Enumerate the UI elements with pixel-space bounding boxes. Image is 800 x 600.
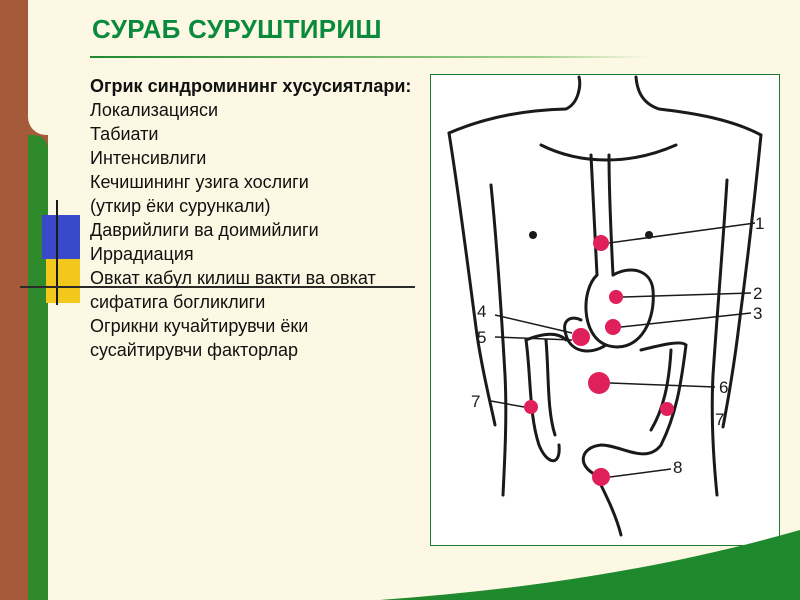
- list-item: (уткир ёки сурункали): [90, 196, 271, 216]
- label-2: 2: [753, 284, 763, 303]
- list-item: Табиати: [90, 124, 159, 144]
- ascending-colon-inner: [546, 340, 555, 435]
- left-green-bar: [28, 135, 48, 600]
- label-4: 4: [477, 302, 487, 321]
- left-torso-outline: [491, 185, 506, 495]
- content-heading: Огрик синдромининг хусусиятлари:: [90, 76, 412, 96]
- list-item: Овкат кабул килиш вакти ва овкат: [90, 268, 376, 288]
- left-shoulder-outline: [449, 77, 580, 133]
- label-7-left: 7: [471, 392, 481, 411]
- pain-point-6: [588, 372, 610, 394]
- pointer-line-8: [610, 469, 671, 477]
- right-arm-outline: [723, 135, 761, 427]
- pointer-line-1: [609, 223, 755, 243]
- label-3: 3: [753, 304, 763, 323]
- esophagus-left: [591, 155, 597, 275]
- list-item: Интенсивлиги: [90, 148, 207, 168]
- list-item: Иррадиация: [90, 244, 194, 264]
- vertical-accent-line: [56, 200, 58, 305]
- list-item: сифатига богликлиги: [90, 292, 266, 312]
- pain-point-1: [593, 235, 609, 251]
- blue-square-decoration: [42, 215, 80, 259]
- bottom-green-wave: [380, 530, 800, 600]
- content-text-block: [90, 74, 420, 362]
- pointer-line-4: [495, 315, 572, 333]
- pointer-line-6: [610, 383, 715, 387]
- torso-diagram: [431, 75, 779, 545]
- list-item: Локализацияси: [90, 100, 219, 120]
- pointer-line-2: [623, 293, 751, 297]
- list-item: Кечишининг узига хослиги: [90, 172, 309, 192]
- list-item: сусайтирувчи факторлар: [90, 340, 299, 360]
- list-item: Даврийлиги ва доимийлиги: [90, 220, 319, 240]
- label-7-right: 7: [715, 410, 725, 429]
- slide-title: СУРАБ СУРУШТИРИШ: [92, 14, 382, 44]
- left-arm-outline: [449, 133, 495, 425]
- abdominal-pain-illustration: [430, 74, 780, 546]
- pain-point-3: [605, 319, 621, 335]
- transverse-colon-right: [641, 343, 686, 350]
- pointer-line-3: [621, 313, 751, 327]
- pain-point-7-right: [660, 402, 674, 416]
- yellow-square-decoration: [46, 259, 80, 303]
- pointer-line-7: [491, 401, 524, 407]
- pain-point-4-5: [572, 328, 590, 346]
- esophagus-right: [609, 155, 613, 275]
- pain-point-2: [609, 290, 623, 304]
- descending-colon-inner: [651, 350, 671, 430]
- right-shoulder-outline: [636, 77, 761, 135]
- title-underline: [90, 56, 650, 58]
- list-item: Огрикни кучайтирувчи ёки: [90, 316, 309, 336]
- left-cream-notch: [28, 0, 48, 135]
- stomach-outline: [586, 270, 653, 347]
- left-nipple: [529, 231, 537, 239]
- label-5: 5: [477, 328, 487, 347]
- label-1: 1: [755, 214, 765, 233]
- label-6: 6: [719, 378, 729, 397]
- label-8: 8: [673, 458, 683, 477]
- pain-point-7-left: [524, 400, 538, 414]
- pain-point-8: [592, 468, 610, 486]
